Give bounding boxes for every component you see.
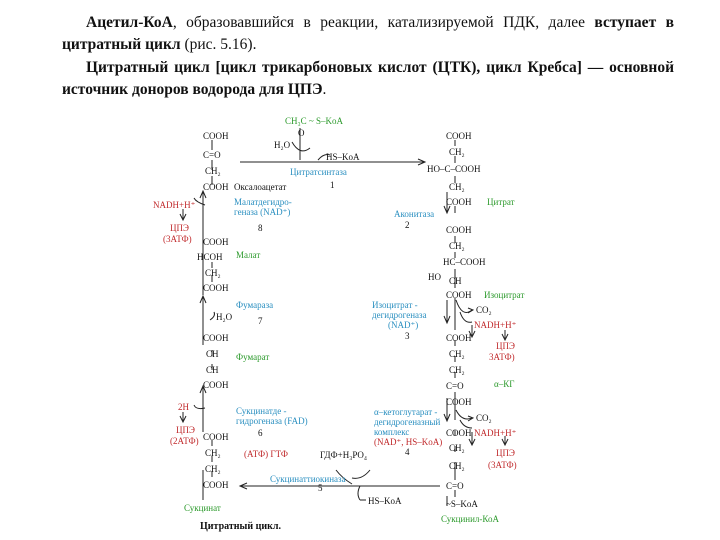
oxaloacetate-label: Оксалоацетат (234, 182, 287, 192)
atp-gtp-label: (АТФ) ГТФ (244, 449, 288, 459)
malate-line-2: CH₂ (205, 268, 221, 278)
step-number-4: 4 (405, 447, 410, 457)
oxalo-line-0: COOH (203, 131, 229, 141)
figure-caption: Цитратный цикл. (200, 521, 282, 532)
term-acetyl-coa: Ацетил-КоА (86, 14, 173, 31)
atp-label-4: (2АТФ) (170, 436, 199, 446)
term-citrate-cycle: вступает в цитратный цикл (62, 14, 674, 53)
enzyme-malate-dh-line2: геназа (NAD⁺) (234, 207, 291, 217)
hs-koa-label-1: HS–KoA (326, 152, 360, 162)
atp-label-1: 3АТФ) (489, 352, 515, 362)
akg-label: α–КГ (494, 379, 515, 389)
citrate-line-2: HO–C–COOH (427, 164, 481, 174)
fadh-label: 2H (178, 402, 189, 412)
isocitrate-line-2: HC–COOH (443, 257, 486, 267)
oxalo-line-3: COOH (203, 182, 229, 192)
paragraph-text: , образовавшийся в реакции, катализируемой ПДК, далее (172, 14, 595, 31)
enzyme-akg-dh-line2: дегидрогеназный (374, 417, 441, 427)
hs-koa-label-2: HS–KoA (368, 496, 402, 506)
step-number-3: 3 (405, 331, 410, 341)
step-number-5: 5 (318, 483, 323, 493)
enzyme-akg-dh-line3: комплекс (374, 427, 410, 437)
succinate-line-1: CH₂ (205, 448, 221, 458)
akg-line-3: C=O (446, 381, 464, 391)
step-number-2: 2 (405, 220, 410, 230)
enzyme-isocitrate-dh-line3: (NAD⁺) (388, 320, 419, 330)
enzyme-isocitrate-dh-line1: Изоцитрат - (372, 300, 418, 310)
akg-line-4: COOH (446, 397, 472, 407)
definition-bold: Цитратный цикл [цикл трикарбоновых кислот (ЦТК), цикл Кребса] — основной источник доноров водорода для ЦПЭ (62, 59, 674, 98)
malate-line-3: COOH (203, 283, 229, 293)
malate-line-0: COOH (203, 237, 229, 247)
acetyl-oxygen: O (298, 128, 305, 138)
step-number-7: 7 (258, 316, 263, 326)
ctpe-label-2: ЦПЭ (496, 448, 515, 458)
enzyme-aconitase: Аконитаза (394, 209, 435, 219)
citrate-line-1: CH₂ (449, 147, 465, 157)
isocitrate-line-4: CH (449, 276, 462, 286)
enzyme-isocitrate-dh-line2: дегидрогеназа (372, 310, 427, 320)
nadh-label-1: NADH+H⁺ (474, 320, 517, 330)
isocitrate-line-3: HO (428, 272, 441, 282)
isocitrate-label: Изоцитрат (484, 290, 525, 300)
step-number-8: 8 (258, 223, 263, 233)
co2-label-1: CO₂ (476, 305, 492, 315)
succinate-line-2: CH₂ (205, 464, 221, 474)
enzyme-citrate-synthase: Цитратсинтаза (290, 167, 347, 177)
enzyme-succinate-thiokinase: Сукцинаттиокиназа (270, 474, 346, 484)
succinyl-coa-label: Сукцинил-КоА (441, 514, 499, 524)
co2-label-2: CO₂ (476, 413, 492, 423)
citrate-line-0: COOH (446, 131, 472, 141)
definition-end: . (322, 81, 327, 98)
atp-label-3: (3АТФ) (163, 234, 192, 244)
fumarate-line-1: CH (206, 349, 219, 359)
ctpe-label-4: ЦПЭ (176, 425, 195, 435)
enzyme-malate-dh-line1: Малатдегидро- (234, 197, 292, 207)
citrate-line-4: COOH (446, 197, 472, 207)
step-number-6: 6 (258, 428, 263, 438)
oxalo-line-1: C=O (203, 150, 221, 160)
paragraph-text-end: (рис. 5.16). (180, 36, 257, 53)
succcoa-line-3: C=O (446, 481, 464, 491)
gdp-label: ГДФ+H₃PO₄ (320, 450, 368, 460)
akg-line-2: CH₂ (449, 365, 465, 375)
succcoa-line-1: CH₂ (449, 443, 465, 453)
enzyme-fumarase: Фумараза (236, 300, 274, 310)
atp-label-2: (3АТФ) (488, 460, 517, 470)
ctpe-label-1: ЦПЭ (496, 341, 515, 351)
malate-line-1: HCOH (197, 252, 223, 262)
enzyme-akg-dh-line4: (NAD⁺, HS–KoA) (374, 437, 443, 447)
water-label-2: H₂O (216, 312, 233, 322)
isocitrate-line-1: CH₂ (449, 241, 465, 251)
citrate-line-3: CH₂ (449, 182, 465, 192)
fumarate-line-3: COOH (203, 380, 229, 390)
succcoa-line-0: COOH (446, 428, 472, 438)
nadh-label-3: NADH+H⁺ (153, 200, 196, 210)
oxalo-line-2: CH₂ (205, 166, 221, 176)
water-label-1: H₂O (274, 140, 291, 150)
malate-label: Малат (236, 250, 261, 260)
step-number-1: 1 (330, 180, 335, 190)
succinate-label: Сукцинат (184, 503, 221, 513)
citrate-label: Цитрат (487, 197, 515, 207)
fumarate-line-0: COOH (203, 333, 229, 343)
succinate-line-3: COOH (203, 480, 229, 490)
fumarate-label: Фумарат (236, 352, 270, 362)
nadh-label-2: NADH+H⁺ (474, 428, 517, 438)
enzyme-akg-dh-line1: α–кетоглутарат - (374, 407, 438, 417)
succcoa-line-2: CH₂ (449, 461, 465, 471)
enzyme-succinate-dh-line2: гидрогеназа (FAD) (236, 416, 308, 426)
isocitrate-line-0: COOH (446, 225, 472, 235)
succinate-line-0: COOH (203, 432, 229, 442)
fumarate-line-2: CH (206, 365, 219, 375)
succcoa-line-4: ~S–KoA (446, 499, 478, 509)
akg-line-1: CH₂ (449, 349, 465, 359)
isocitrate-line-5: COOH (446, 290, 472, 300)
enzyme-succinate-dh-line1: Сукцинатде - (236, 406, 287, 416)
acetyl-coa-formula: CH₃C ~ S–KoA (285, 116, 344, 126)
akg-line-0: COOH (446, 333, 472, 343)
ctpe-label-3: ЦПЭ (170, 223, 189, 233)
